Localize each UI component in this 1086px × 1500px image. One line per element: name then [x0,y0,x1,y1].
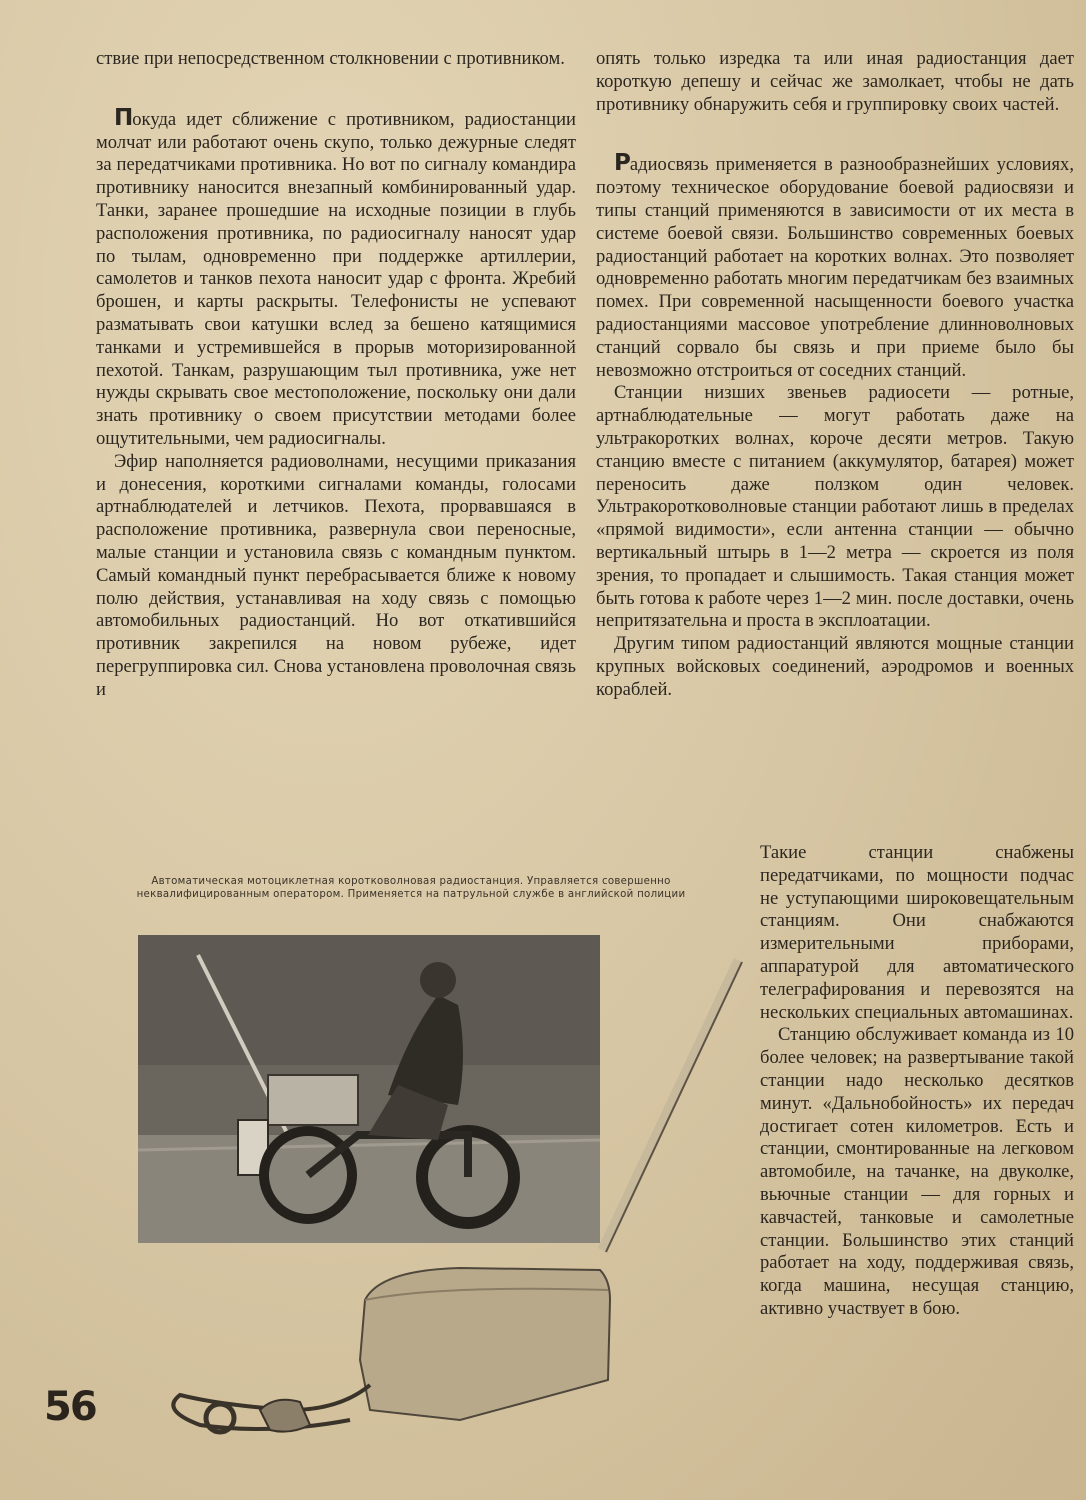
page-number: 56 [44,1384,96,1430]
bottom-paragraph-1: Такие станции снабжены передатчиками, по мощности подчас не уступающими широковещательным станциям. Они снабжаются измерительными приборами, аппаратурой для автоматического телеграфирования и перевозятся на нескольких специальных автомашинах. [760,842,1074,1023]
left-paragraph-3: Эфир наполняется радиоволнами, несущими приказания и донесения, короткими сигналами команды, голосами артнаблюдателей и летчиков. Пехота, прорвавшаяся в расположение противника, развернула свои переносные, малые станции и установила связь с командным пунктом. Самый командный пункт перебрасывается ближе к новому полю действия, устанавливая на ходу связь с помощью автомобильных радиостанций. Но вот откатившийся противник закрепился на новом рубеже, идет перегруппировка сил. Снова установлена проволочная связь и [96,450,576,700]
left-column [96,48,576,702]
right-paragraph-1: опять только изредка та или иная радиостанция дает короткую депешу и сейчас же замолкает, чтобы не дать противнику обнаружить себя и группировку своих частей. [596,48,1074,115]
drop-cap: П [114,104,133,131]
bottom-right-column [760,842,1074,1321]
right-paragraph-2 [596,152,1074,382]
left-paragraph-1: ствие при непосредственном столкновении с противником. [96,48,565,69]
right-paragraph-4: Другим типом радиостанций являются мощные станции крупных войсковых соединений, аэродромов и военных кораблей. [596,633,1074,700]
portable-radio-illustration [140,940,760,1440]
right-paragraph-2-text: адиосвязь применяется в разнообразнейших условиях, поэтому техническое оборудование боевой радиосвязи и типы станций применяются в зависимости от их места в системе боевой связи. Большинство современных боевых радиостанций работает на коротких волнах. Это позволяет одновременно работать многим передатчикам без взаимных помех. При современной насыщенности боевого участка радиостанциями массовое употребление длинноволновых станций сорвало бы связь и при приеме было бы невозможно отстроиться от соседних станций. [596,154,1074,381]
left-paragraph-2 [96,104,576,451]
right-paragraph-3: Станции низших звеньев радиосети — ротные, артнаблюдательные — могут работать даже на ультракоротких волнах, короче десяти метров. Такую станцию вместе с питанием (аккумулятор, батарея) может переносить даже ползком один человек. Ультракоротковолновые станции работают лишь в пределах «прямой видимости», если антенна станции — обычно вертикальный штырь в 1—2 метра — скроется из поля зрения, то пропадает и слышимость. Такая станция может быть готова к работе через 1—2 мин. после доставки, очень непритязательна и проста в эксплоатации. [596,382,1074,632]
bottom-paragraph-2: Станцию обслуживает команда из 10 более человек; на развертывание такой станции надо несколько десятков минут. «Дальнобойность» их передач достигает сотен километров. Есть и станции, смонтированные на легковом автомобиле, на тачанке, на двуколке, вьючные станции — для горных и кавчастей, танковые и самолетные станции. Большинство этих станций работает на ходу, поддерживая связь, когда машина, несущая станцию, активно участвует в бою. [760,1024,1074,1319]
left-paragraph-2-text: окуда идет сближение с противником, радиостанции молчат или работают очень скупо, только дежурные следят за передатчиками противника. Но вот по сигналу командира противнику наносится внезапный комбинированный удар. Танки, заранее прошедшие на исходные позиции в глубь расположения противника, по радиосигналу наносят удар по тылам, одновременно при поддержке артиллерии, самолетов и танков пехота наносит удар с фронта. Жребий брошен, и карты раскрыты. Телефонисты не успевают разматывать свои катушки вслед за бешено катящимися танками и устремившейся в прорыв моторизированной пехотой. Танкам, разрушающим тыл противника, уже нет нужды скрывать свое местоположение, поскольку они дали знать противнику о своем присутствии методами более ощутительными, чем радиосигналы. [96,108,576,449]
drop-cap: Р [614,150,630,177]
right-column [596,48,1074,702]
figure-caption: Автоматическая мотоциклетная коротковолновая радиостанция. Управляется совершенно неквалифицированным оператором. Применяется на патрульной службе в английской полиции [136,876,686,900]
